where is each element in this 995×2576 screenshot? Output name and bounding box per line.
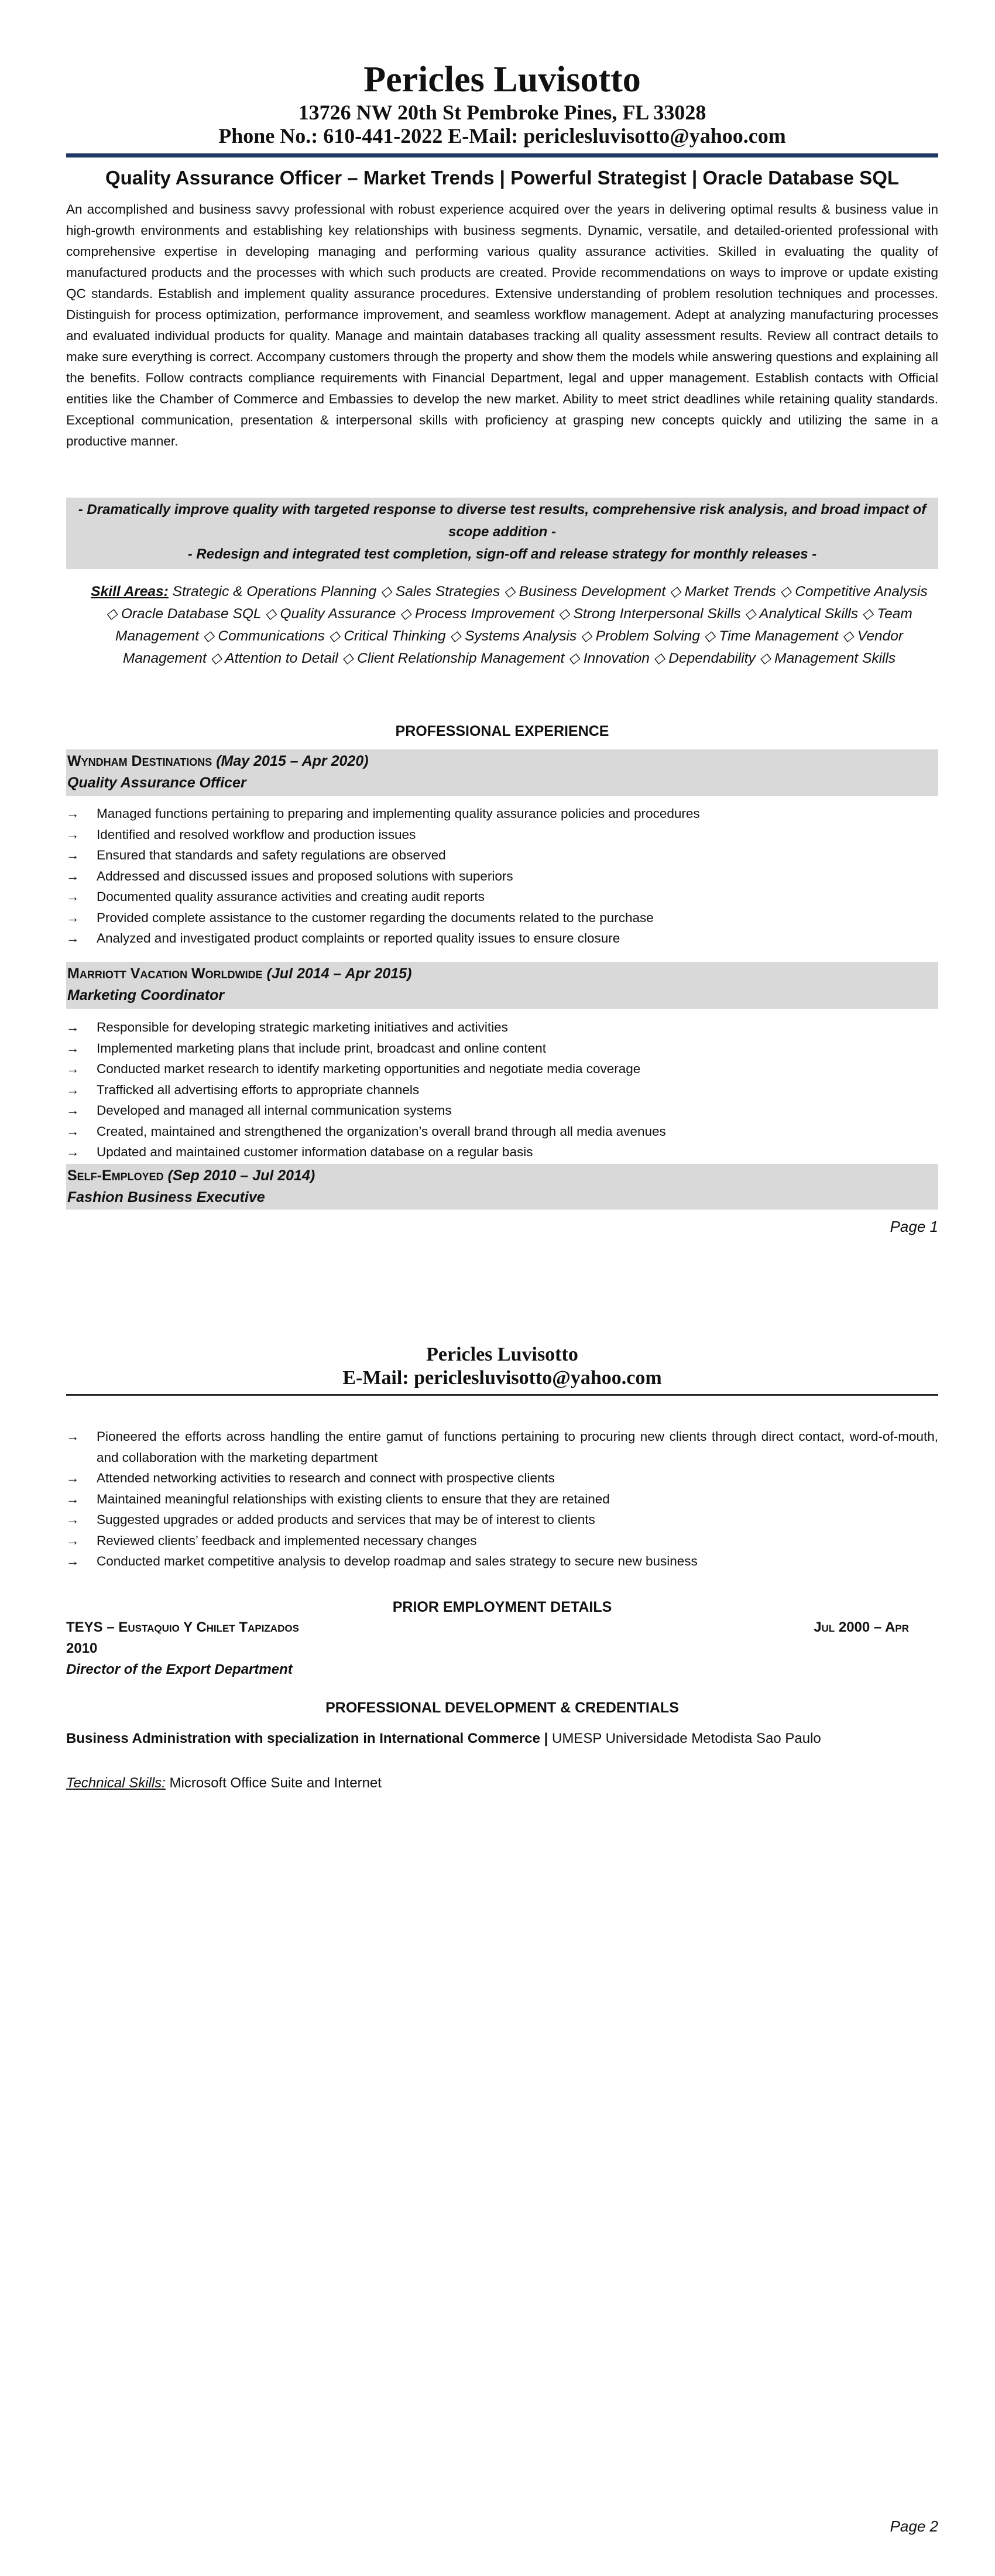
school: UMESP Universidade Metodista Sao Paulo bbox=[548, 1731, 821, 1746]
contact-line: Phone No.: 610-441-2022 E-Mail: periclesluvisotto@yahoo.com bbox=[218, 124, 786, 148]
list-item bbox=[66, 907, 938, 929]
arrow-icon: → bbox=[66, 1082, 80, 1097]
prior-job bbox=[66, 1617, 938, 1680]
education bbox=[66, 1728, 938, 1749]
bullet-text: Implemented marketing plans that include print, broadcast and online content bbox=[97, 1040, 546, 1056]
bullet-text: Trafficked all advertising efforts to appropriate channels bbox=[97, 1082, 420, 1097]
highlight-2: - Redesign and integrated test completion, sign-off and release strategy for monthly releases - bbox=[187, 546, 817, 562]
job-dates: (May 2015 – Apr 2020) bbox=[216, 753, 369, 769]
list-item bbox=[66, 845, 938, 866]
bullet-text: Conducted market competitive analysis to develop roadmap and sales strategy to secure new business bbox=[97, 1554, 698, 1568]
bullet-text: Created, maintained and strengthened the organization’s overall brand through all media avenues bbox=[97, 1123, 666, 1139]
arrow-icon: → bbox=[66, 1145, 80, 1159]
highlights-box bbox=[66, 498, 938, 569]
company-name: Wyndham Destinations bbox=[67, 753, 212, 769]
arrow-icon: → bbox=[66, 1429, 80, 1444]
skill-areas-list: Strategic & Operations Planning ◇ Sales Strategies ◇ Business Development ◇ Market Trends ◇ Competitive Analysis ◇ Oracle Database SQL ◇ Quality Assurance ◇ Process Improvement ◇ Strong Interpersonal Skills ◇ Analytical Skills ◇ Team Management ◇ Communications ◇ Critical Thinking ◇ Systems Analysis ◇ Problem Solving ◇ Time Management ◇ Vendor Management ◇ Attention to Detail ◇ Client Relationship Management ◇ Innovation ◇ Dependability ◇ Management Skills bbox=[106, 584, 928, 666]
bullet-text: Pioneered the efforts across handling the entire gamut of functions pertaining to procuring new clients through direct contact, word-of-mouth, and collaboration with the marketing department bbox=[97, 1429, 938, 1465]
arrow-icon: → bbox=[66, 1554, 80, 1568]
job-role: Marketing Coordinator bbox=[67, 987, 225, 1003]
prior-role: Director of the Export Department bbox=[66, 1662, 293, 1677]
list-item bbox=[66, 1059, 938, 1080]
arrow-icon: → bbox=[66, 806, 80, 821]
skill-areas bbox=[88, 581, 931, 670]
company-name: Self-Employed bbox=[67, 1167, 164, 1184]
arrow-icon: → bbox=[66, 1471, 80, 1485]
technical-skills-value: Microsoft Office Suite and Internet bbox=[165, 1775, 382, 1791]
job-header bbox=[66, 1164, 938, 1210]
arrow-icon: → bbox=[66, 1020, 80, 1034]
technical-skills-label: Technical Skills: bbox=[66, 1775, 166, 1791]
arrow-icon: → bbox=[66, 1061, 80, 1076]
page-number: Page 1 bbox=[890, 1218, 938, 1235]
bullet-text: Ensured that standards and safety regulations are observed bbox=[97, 848, 446, 862]
list-item bbox=[66, 866, 938, 887]
list-item bbox=[66, 1530, 938, 1551]
job-bullets bbox=[66, 803, 938, 949]
page2-name: Pericles Luvisotto bbox=[426, 1344, 578, 1365]
bullet-text: Conducted market research to identify marketing opportunities and negotiate media coverage bbox=[97, 1061, 641, 1076]
skill-areas-label: Skill Areas: bbox=[91, 584, 169, 600]
arrow-icon: → bbox=[66, 889, 80, 904]
list-item bbox=[66, 1468, 938, 1489]
page2-divider bbox=[66, 1394, 938, 1396]
list-item bbox=[66, 1100, 938, 1121]
list-item bbox=[66, 1426, 938, 1468]
bullet-text: Developed and managed all internal communication systems bbox=[97, 1103, 452, 1118]
list-item bbox=[66, 928, 938, 949]
list-item bbox=[66, 1038, 938, 1059]
bullet-text: Addressed and discussed issues and proposed solutions with superiors bbox=[97, 868, 513, 883]
list-item bbox=[66, 1551, 938, 1572]
arrow-icon: → bbox=[66, 868, 80, 883]
list-item bbox=[66, 1142, 938, 1163]
list-item bbox=[66, 1509, 938, 1530]
bullet-text: Attended networking activities to research and connect with prospective clients bbox=[97, 1471, 555, 1485]
candidate-name: Pericles Luvisotto bbox=[363, 60, 641, 100]
headline: Quality Assurance Officer – Market Trends | Powerful Strategist | Oracle Database SQL bbox=[105, 167, 900, 189]
arrow-icon: → bbox=[66, 910, 80, 925]
bullet-text: Updated and maintained customer information database on a regular basis bbox=[97, 1145, 533, 1159]
company-name: Marriott Vacation Worldwide bbox=[67, 965, 263, 982]
job-header bbox=[66, 749, 938, 796]
arrow-icon: → bbox=[66, 1123, 80, 1139]
job-dates: (Sep 2010 – Jul 2014) bbox=[167, 1167, 315, 1184]
bullet-text: Analyzed and investigated product complaints or reported quality issues to ensure closure bbox=[97, 931, 620, 946]
arrow-icon: → bbox=[66, 827, 80, 842]
bullet-text: Responsible for developing strategic marketing initiatives and activities bbox=[97, 1020, 508, 1034]
summary-paragraph: An accomplished and business savvy professional with robust experience acquired over the years in delivering optimal results & business value in high-growth environments and establishing key relationships with business segments. Dynamic, versatile, and detailed-oriented professional with comprehensive expertise in developing managing and performing various quality assurance activities. Skilled in evaluating the quality of manufactured products and the processes with which such products are created. Provide recommendations on ways to improve or update existing QC standards. Establish and implement quality assurance procedures. Extensive understanding of problem resolution techniques and processes. Distinguish for process optimization, performance improvement, and seamless workflow management. Adept at analyzing manufacturing processes and evaluated individual products for quality. Manage and maintain databases tracking all quality assessment results. Review all contract details to make sure everything is correct. Accompany customers through the property and show them the models while answering questions and explaining all the benefits. Follow contracts compliance requirements with Financial Department, legal and upper management. Establish contacts with Official entities like the Chamber of Commerce and Embassies to develop the new market. Ability to meet strict deadlines while retaining quality standards. Exceptional communication, presentation & interpersonal skills with proficiency at grasping new concepts quickly and utilizing the same in a productive manner. bbox=[66, 202, 938, 448]
technical-skills bbox=[66, 1773, 938, 1794]
arrow-icon: → bbox=[66, 1512, 80, 1527]
arrow-icon: → bbox=[66, 1533, 80, 1548]
address: 13726 NW 20th St Pembroke Pines, FL 33028 bbox=[298, 101, 706, 124]
arrow-icon: → bbox=[66, 1491, 80, 1506]
page-number: Page 2 bbox=[890, 2517, 938, 2535]
bullet-text: Reviewed clients’ feedback and implemented necessary changes bbox=[97, 1533, 477, 1548]
bullet-text: Maintained meaningful relationships with existing clients to ensure that they are retained bbox=[97, 1491, 610, 1506]
page2-email: E-Mail: periclesluvisotto@yahoo.com bbox=[342, 1367, 662, 1389]
arrow-icon: → bbox=[66, 1040, 80, 1056]
bullet-text: Identified and resolved workflow and production issues bbox=[97, 827, 416, 842]
job-bullets bbox=[66, 1017, 938, 1163]
header-divider bbox=[66, 153, 938, 157]
prior-company: TEYS – Eustaquio Y Chilet Tapizados bbox=[66, 1619, 299, 1635]
list-item bbox=[66, 1080, 938, 1101]
list-item bbox=[66, 1121, 938, 1142]
bullet-text: Documented quality assurance activities and creating audit reports bbox=[97, 889, 485, 904]
list-item bbox=[66, 824, 938, 845]
job-bullets bbox=[66, 1426, 938, 1572]
job-role: Fashion Business Executive bbox=[67, 1189, 265, 1205]
section-title-experience: PROFESSIONAL EXPERIENCE bbox=[395, 723, 609, 739]
highlight-1: - Dramatically improve quality with targeted response to diverse test results, comprehensive risk analysis, and broad impact of scope addition - bbox=[78, 502, 927, 540]
list-item bbox=[66, 803, 938, 824]
section-title-prior: PRIOR EMPLOYMENT DETAILS bbox=[392, 1599, 612, 1615]
arrow-icon: → bbox=[66, 1103, 80, 1118]
bullet-text: Suggested upgrades or added products and services that may be of interest to clients bbox=[97, 1512, 595, 1527]
section-title-credentials: PROFESSIONAL DEVELOPMENT & CREDENTIALS bbox=[325, 1700, 679, 1716]
bullet-text: Managed functions pertaining to preparing and implementing quality assurance policies and procedures bbox=[97, 806, 700, 821]
list-item bbox=[66, 1017, 938, 1038]
job-header bbox=[66, 962, 938, 1009]
degree: Business Administration with specialization in International Commerce | bbox=[66, 1731, 548, 1746]
job-dates: (Jul 2014 – Apr 2015) bbox=[266, 965, 412, 982]
arrow-icon: → bbox=[66, 848, 80, 862]
prior-dates: Jul 2000 – Apr bbox=[814, 1619, 909, 1635]
list-item bbox=[66, 886, 938, 907]
bullet-text: Provided complete assistance to the customer regarding the documents related to the purchase bbox=[97, 910, 654, 925]
arrow-icon: → bbox=[66, 931, 80, 946]
list-item bbox=[66, 1489, 938, 1510]
prior-dates-end: 2010 bbox=[66, 1640, 98, 1656]
job-role: Quality Assurance Officer bbox=[67, 775, 246, 791]
